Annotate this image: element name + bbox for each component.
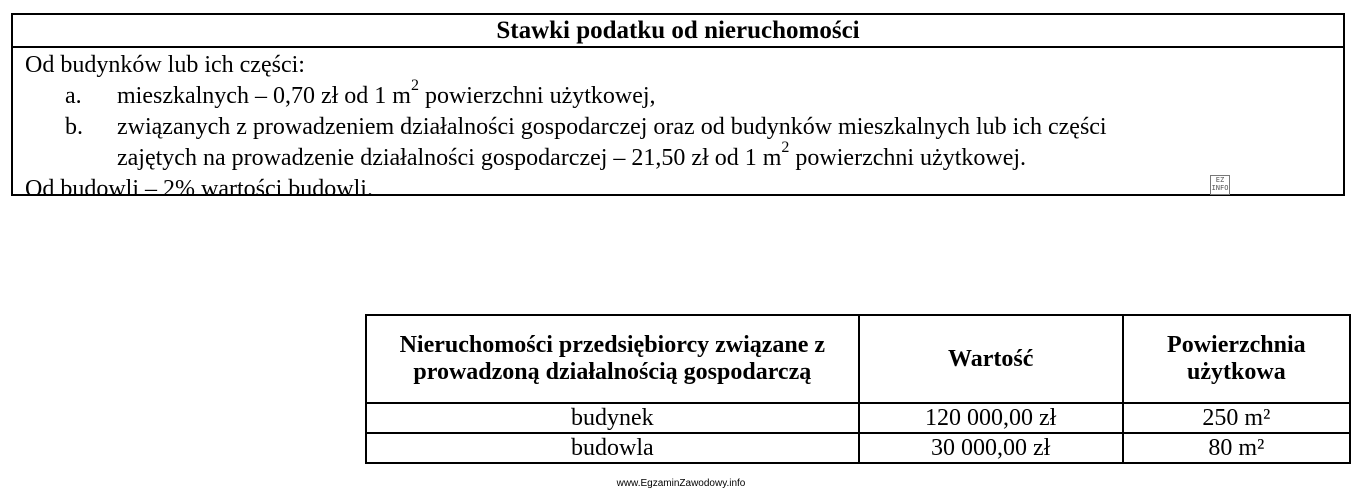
tax-rates-box <box>11 13 1345 202</box>
cell-value: 30 000,00 zł <box>859 433 1123 463</box>
rate-item-business <box>25 112 1343 143</box>
ez-info-logo <box>1210 175 1230 195</box>
business-rate-line2: zajętych na prowadzenie działalności gospodarczej – 21,50 zł od 1 m <box>117 145 782 171</box>
square-superscript: 2 <box>410 77 419 94</box>
item-letter-b: b. <box>65 114 83 140</box>
business-rate-unit: powierzchni użytkowej. <box>789 145 1027 171</box>
buildings-intro: Od budynków lub ich części: <box>25 52 305 78</box>
cell-value: 120 000,00 zł <box>859 403 1123 433</box>
square-superscript: 2 <box>781 139 790 156</box>
rate-item-residential <box>25 77 1343 112</box>
item-letter-a: a. <box>65 83 82 109</box>
table-header-row <box>366 315 1350 403</box>
cell-area: 250 m² <box>1123 403 1350 433</box>
structures-rate: Od budowli – 2% wartości budowli. <box>25 176 373 202</box>
tax-rates-title: Stawki podatku od nieruchomości <box>13 15 1343 48</box>
residential-rate-unit: powierzchni użytkowej, <box>418 83 656 109</box>
cell-property: budowla <box>366 433 859 463</box>
header-value: Wartość <box>859 315 1123 403</box>
residential-rate-text: mieszkalnych – 0,70 zł od 1 m <box>117 83 411 109</box>
logo-line-2: INFO <box>1211 184 1229 192</box>
cell-property: budynek <box>366 403 859 433</box>
header-area <box>1123 315 1350 403</box>
cell-area: 80 m² <box>1123 433 1350 463</box>
business-rate-line1: związanych z prowadzeniem działalności gospodarczej oraz od budynków mieszkalnych lub ich części <box>117 114 1107 140</box>
logo-line-1: EZ <box>1215 176 1225 184</box>
header-property-label: Nieruchomości przedsiębiorcy związane z prowadzoną działalnością gospodarczą <box>399 332 826 385</box>
footer-url: www.EgzaminZawodowy.info <box>616 478 746 489</box>
header-property <box>366 315 859 403</box>
table-row <box>366 433 1350 463</box>
tax-rates-body <box>13 48 1343 205</box>
rate-item-business-continued <box>25 139 1343 174</box>
property-table <box>365 314 1351 464</box>
table-row <box>366 403 1350 433</box>
header-area-label: Powierzchnia użytkowa <box>1167 332 1306 385</box>
